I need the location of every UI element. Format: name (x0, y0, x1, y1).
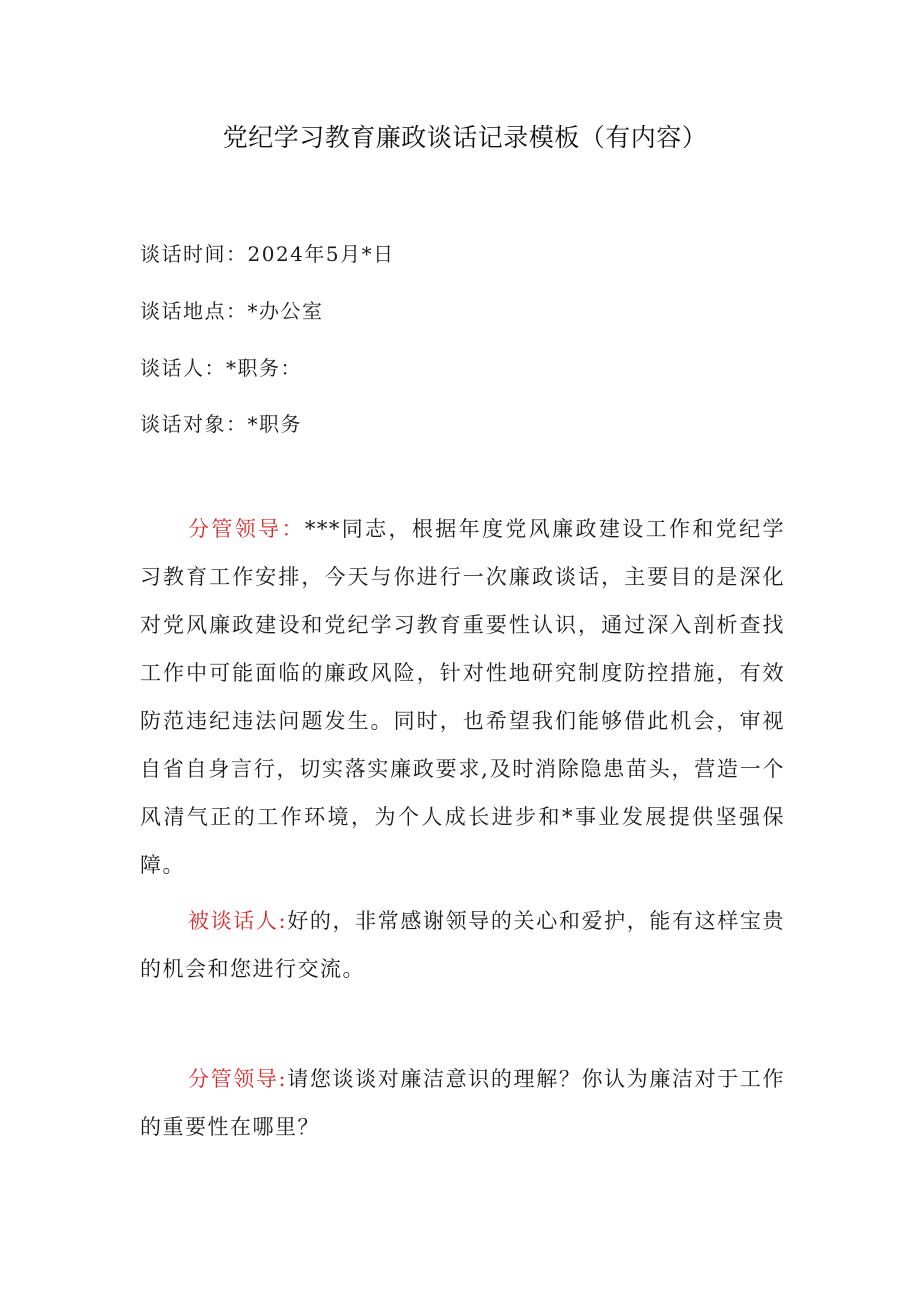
dialogue-text: 好的，非常感谢领导的关心和爱护，能有这样宝贵的机会和您进行交流。 (140, 909, 786, 981)
speaker-label: 被谈话人: (188, 909, 288, 933)
dialogue-paragraph-1 (140, 505, 785, 889)
dialogue-paragraph-3 (140, 1055, 785, 1151)
dialogue-text: ***同志，根据年度党风廉政建设工作和党纪学习教育工作安排，今天与你进行一次廉政谈话，主要目的是深化对党风廉政建设和党纪学习教育重要性认识，通过深入剖析查找工作中可能面临的廉政风险，针对性地研究制度防控措施，有效防范违纪违法问题发生。同时，也希望我们能够借此机会，审视自省自身言行，切实落实廉政要求,及时消除隐患苗头，营造一个风清气正的工作环境，为个人成长进步和*事业发展提供坚强保障。 (140, 517, 785, 877)
meta-speaker: 谈话人：*职务： (140, 356, 302, 380)
speaker-label: 分管领导: (188, 1067, 288, 1091)
dialogue-text: 请您谈谈对廉洁意识的理解？你认为廉洁对于工作的重要性在哪里？ (140, 1067, 786, 1139)
meta-target: 谈话对象：*职务 (140, 412, 302, 436)
dialogue-paragraph-2 (140, 897, 785, 993)
meta-time: 谈话时间：2024年5月*日 (140, 242, 395, 266)
meta-place: 谈话地点：*办公室 (140, 299, 324, 323)
speaker-label: 分管领导： (188, 517, 305, 541)
document-title: 党纪学习教育廉政谈话记录模板（有内容） (222, 123, 708, 152)
